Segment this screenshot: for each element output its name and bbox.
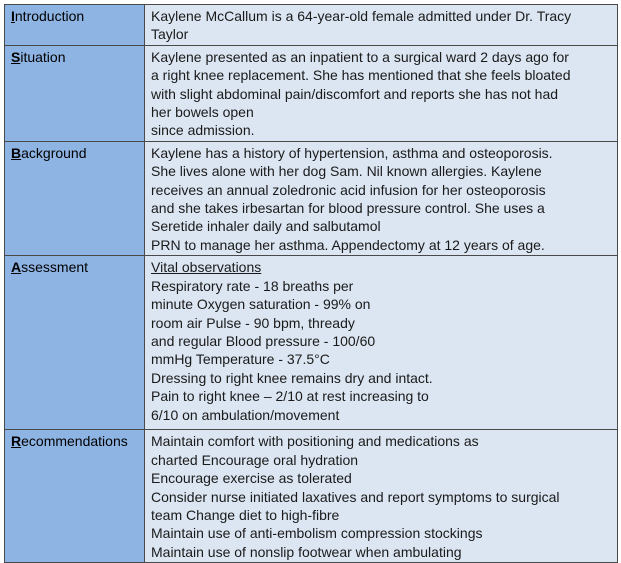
vital-observations-heading: Vital observations [151,259,262,276]
label-situation [5,45,145,141]
text-line: Maintain use of nonslip footwear when ambulating [151,543,462,560]
text-line: her bowels open [151,104,254,121]
row-situation [5,45,618,141]
content-situation [145,45,618,141]
text-line: She lives alone with her dog Sam. Nil known allergies. Kaylene [151,163,542,180]
text-line: minute Oxygen saturation - 99% on [151,296,371,313]
text-line: Consider nurse initiated laxatives and report symptoms to surgical [151,488,560,505]
label-recommendations [5,430,145,563]
text-line: and regular Blood pressure - 100/60 [151,332,376,349]
row-background [5,141,618,255]
label-rest: ntroduction [14,8,85,24]
text-line: PRN to manage her asthma. Appendectomy at 12 years of age. [151,236,545,253]
label-initial: A [11,259,22,276]
label-background [5,141,145,255]
text-line: mmHg Temperature - 37.5°C [151,351,330,368]
text-line: Kaylene McCallum is a 64-year-old female admitted under Dr. Tracy [151,8,572,24]
text-line: Kaylene has a history of hypertension, asthma and osteoporosis. [151,144,553,161]
content-assessment [145,256,618,430]
label-initial: S [11,48,21,65]
isbar-table [4,4,618,563]
text-line: Maintain comfort with positioning and medications as [151,433,479,450]
text-line: charted Encourage oral hydration [151,451,359,468]
text-line: receives an annual zoledronic acid infusion for her osteoporosis [151,181,546,198]
content-introduction [145,5,618,46]
text-line: room air Pulse - 90 bpm, thready [151,314,355,331]
text-line: Maintain use of anti-embolism compression stockings [151,525,483,542]
text-line: since admission. [151,122,255,139]
text-line: Respiratory rate - 18 breaths per [151,277,354,294]
text-line: Seretide inhaler daily and salbutamol [151,218,381,235]
label-introduction [5,5,145,46]
label-rest: ssessment [21,259,89,276]
text-line: Kaylene presented as an inpatient to a surgical ward 2 days ago for [151,48,569,65]
label-initial: R [11,433,22,450]
text-line: a right knee replacement. She has mentioned that she feels bloated [151,67,571,84]
label-rest: ackground [21,144,87,161]
label-assessment [5,256,145,430]
content-background [145,141,618,255]
text-line: Pain to right knee – 2/10 at rest increasing to [151,388,429,405]
text-line: Encourage exercise as tolerated [151,470,352,487]
text-line: team Change diet to high-fibre [151,506,340,523]
row-introduction [5,5,618,46]
text-line: with slight abdominal pain/discomfort and reports she has not had [151,85,559,102]
text-line: and she takes irbesartan for blood pressure control. She uses a [151,200,545,217]
row-recommendations [5,430,618,563]
content-recommendations [145,430,618,563]
text-line: 6/10 on ambulation/movement [151,406,340,423]
label-initial: B [11,144,22,161]
text-line: Dressing to right knee remains dry and intact. [151,369,433,386]
row-assessment [5,256,618,430]
label-rest: ituation [20,48,66,65]
label-rest: ecommendations [21,433,128,450]
label-initial: I [11,8,15,24]
text-line: Taylor [151,26,189,43]
